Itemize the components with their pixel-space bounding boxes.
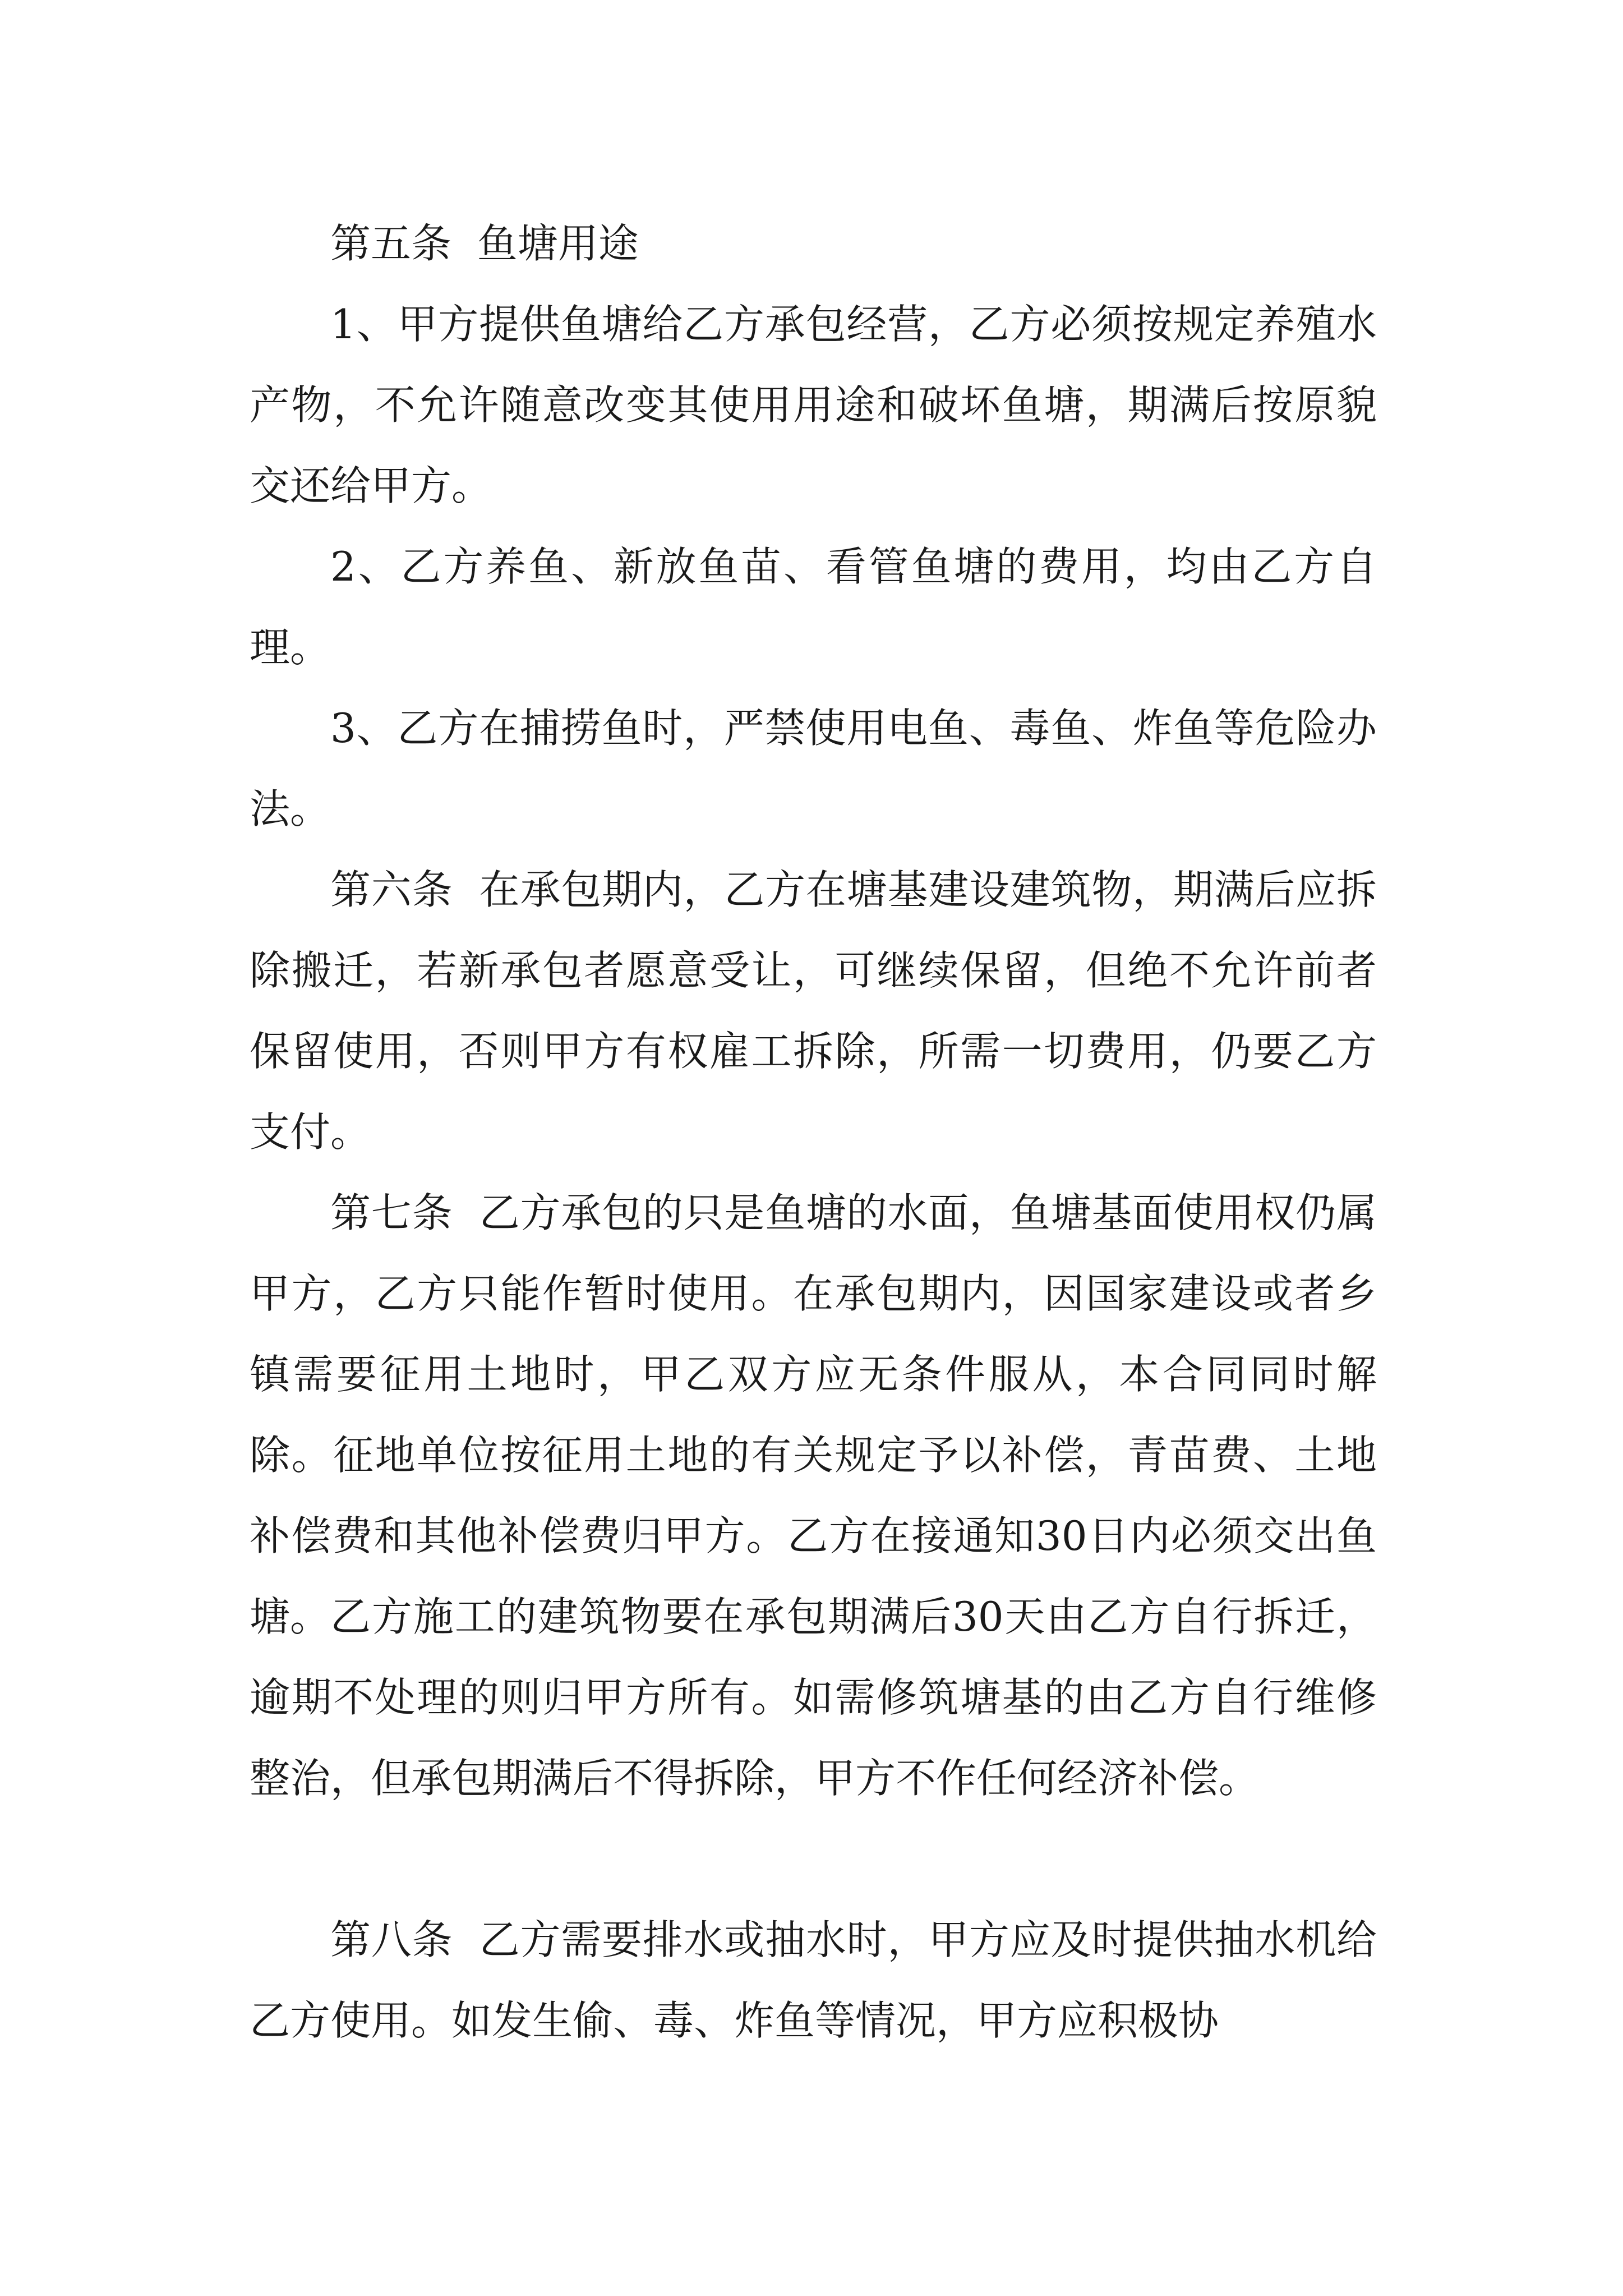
article-5-clause-3: 3、乙方在捕捞鱼时，严禁使用电鱼、毒鱼、炸鱼等危险办法。 xyxy=(250,705,1377,832)
article-7-supplement-paragraph: 乙方施工的建筑物要在承包期满后30天由乙方自行拆迁，逾期不处理的则归甲方所有。如需修筑塘基的由乙方自行维修整治，但承包期满后不得拆除，甲方不作任何经济补偿。 xyxy=(250,1593,1377,1802)
article-8-paragraph: 第八条 乙方需要排水或抽水时，甲方应及时提供抽水机给乙方使用。如发生偷、毒、炸鱼等情况，甲方应积极协 xyxy=(250,1916,1377,2044)
article-5-heading: 第五条 鱼塘用途 xyxy=(330,220,639,267)
article-5-clause-2: 2、乙方养鱼、新放鱼苗、看管鱼塘的费用，均由乙方自理。 xyxy=(250,543,1377,671)
article-7-paragraph: 第七条 乙方承包的只是鱼塘的水面，鱼塘基面使用权仍属甲方，乙方只能作暂时使用。在承包期内，因国家建设或者乡镇需要征用土地时，甲乙双方应无条件服从，本合同同时解除。征地单位按征用土地的有关规定予以补偿，青苗费、土地补偿费和其他补偿费归甲方。乙方在接通知30日内必须交出鱼塘。 xyxy=(250,1189,1377,1640)
article-6-paragraph: 第六条 在承包期内，乙方在塘基建设建筑物，期满后应拆除搬迁，若新承包者愿意受让，可继续保留，但绝不允许前者保留使用，否则甲方有权雇工拆除，所需一切费用，仍要乙方支付。 xyxy=(250,866,1377,1156)
article-5-clause-1: 1、甲方提供鱼塘给乙方承包经营，乙方必须按规定养殖水产物，不允许随意改变其使用用途和破坏鱼塘，期满后按原貌交还给甲方。 xyxy=(250,301,1377,509)
